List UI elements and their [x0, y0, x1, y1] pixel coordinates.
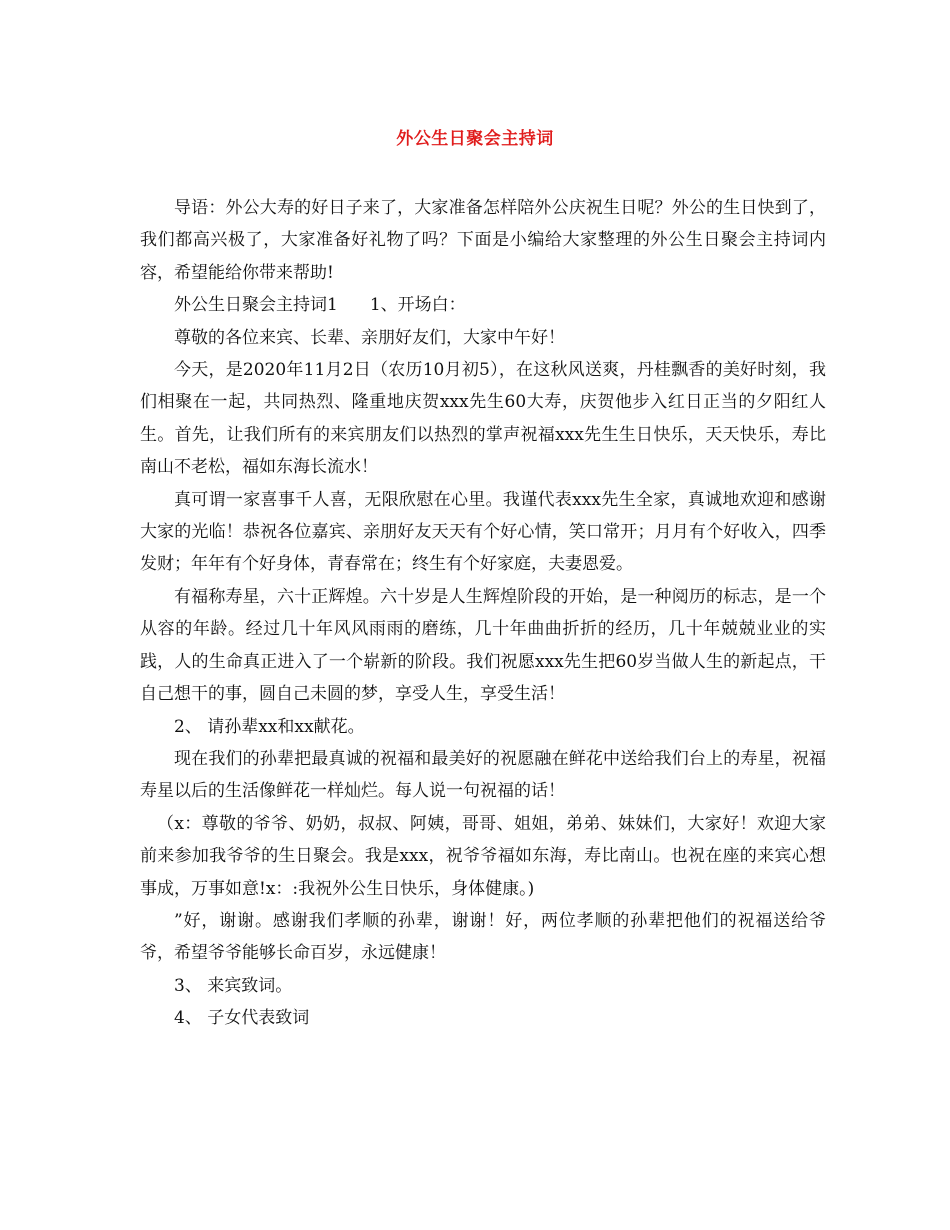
step-item: 3、 来宾致词。: [174, 975, 293, 996]
quote-paragraph: （x：尊敬的爷爷、奶奶，叔叔、阿姨，哥哥、姐姐，弟弟、妹妹们，大家好！欢迎大家前来参加我爷爷的生日聚会。我是xxx，祝爷爷福如东海，寿比南山。也祝在座的来宾心想事成，万事如意!x：:我祝外公生日快乐，身体健康。): [140, 813, 826, 899]
opening-label: 1、开场白：: [369, 295, 466, 316]
document-title: 外公生日聚会主持词: [396, 129, 554, 149]
section-heading: 外公生日聚会主持词1: [174, 295, 338, 316]
section-heading-line: [140, 289, 826, 321]
step-item: 4、 子女代表致词: [174, 1008, 310, 1029]
greeting-paragraph: 尊敬的各位来宾、长辈、亲朋好友们，大家中午好！: [174, 327, 565, 348]
body-paragraph: 现在我们的孙辈把最真诚的祝福和最美好的祝愿融在鲜花中送给我们台上的寿星，祝福寿星以后的生活像鲜花一样灿烂。每人说一句祝福的话！: [140, 748, 826, 802]
body-paragraph: 有福称寿星，六十正辉煌。六十岁是人生辉煌阶段的开始，是一种阅历的标志，是一个从容的年龄。经过几十年风风雨雨的磨练，几十年曲曲折折的经历，几十年兢兢业业的实践，人的生命真正进入了一个崭新的阶段。我们祝愿xxx先生把60岁当做人生的新起点，干自己想干的事，圆自己未圆的梦，享受人生，享受生活！: [140, 586, 826, 705]
intro-paragraph: 导语：外公大寿的好日子来了，大家准备怎样陪外公庆祝生日呢？外公的生日快到了，我们都高兴极了，大家准备好礼物了吗？下面是小编给大家整理的外公生日聚会主持词内容，希望能给你带来帮助!: [140, 198, 826, 283]
step-item: 2、 请孙辈xx和xx献花。: [174, 716, 365, 737]
body-paragraph: 真可谓一家喜事千人喜，无限欣慰在心里。我谨代表xxx先生全家，真诚地欢迎和感谢大家的光临！恭祝各位嘉宾、亲朋好友天天有个好心情，笑口常开；月月有个好收入，四季发财；年年有个好身体，青春常在；终生有个好家庭，夫妻恩爱。: [140, 489, 826, 575]
document-body: [140, 192, 826, 1035]
body-paragraph: 今天，是2020年11月2日（农历10月初5），在这秋风送爽，丹桂飘香的美好时刻，我们相聚在一起，共同热烈、隆重地庆贺xxx先生60大寿，庆贺他步入红日正当的夕阳红人生。首先，让我们所有的来宾朋友们以热烈的掌声祝福xxx先生生日快乐，天天快乐，寿比南山不老松，福如东海长流水！: [140, 360, 826, 478]
body-paragraph: ”好，谢谢。感谢我们孝顺的孙辈，谢谢！好，两位孝顺的孙辈把他们的祝福送给爷爷，希望爷爷能够长命百岁，永远健康！: [140, 910, 826, 964]
